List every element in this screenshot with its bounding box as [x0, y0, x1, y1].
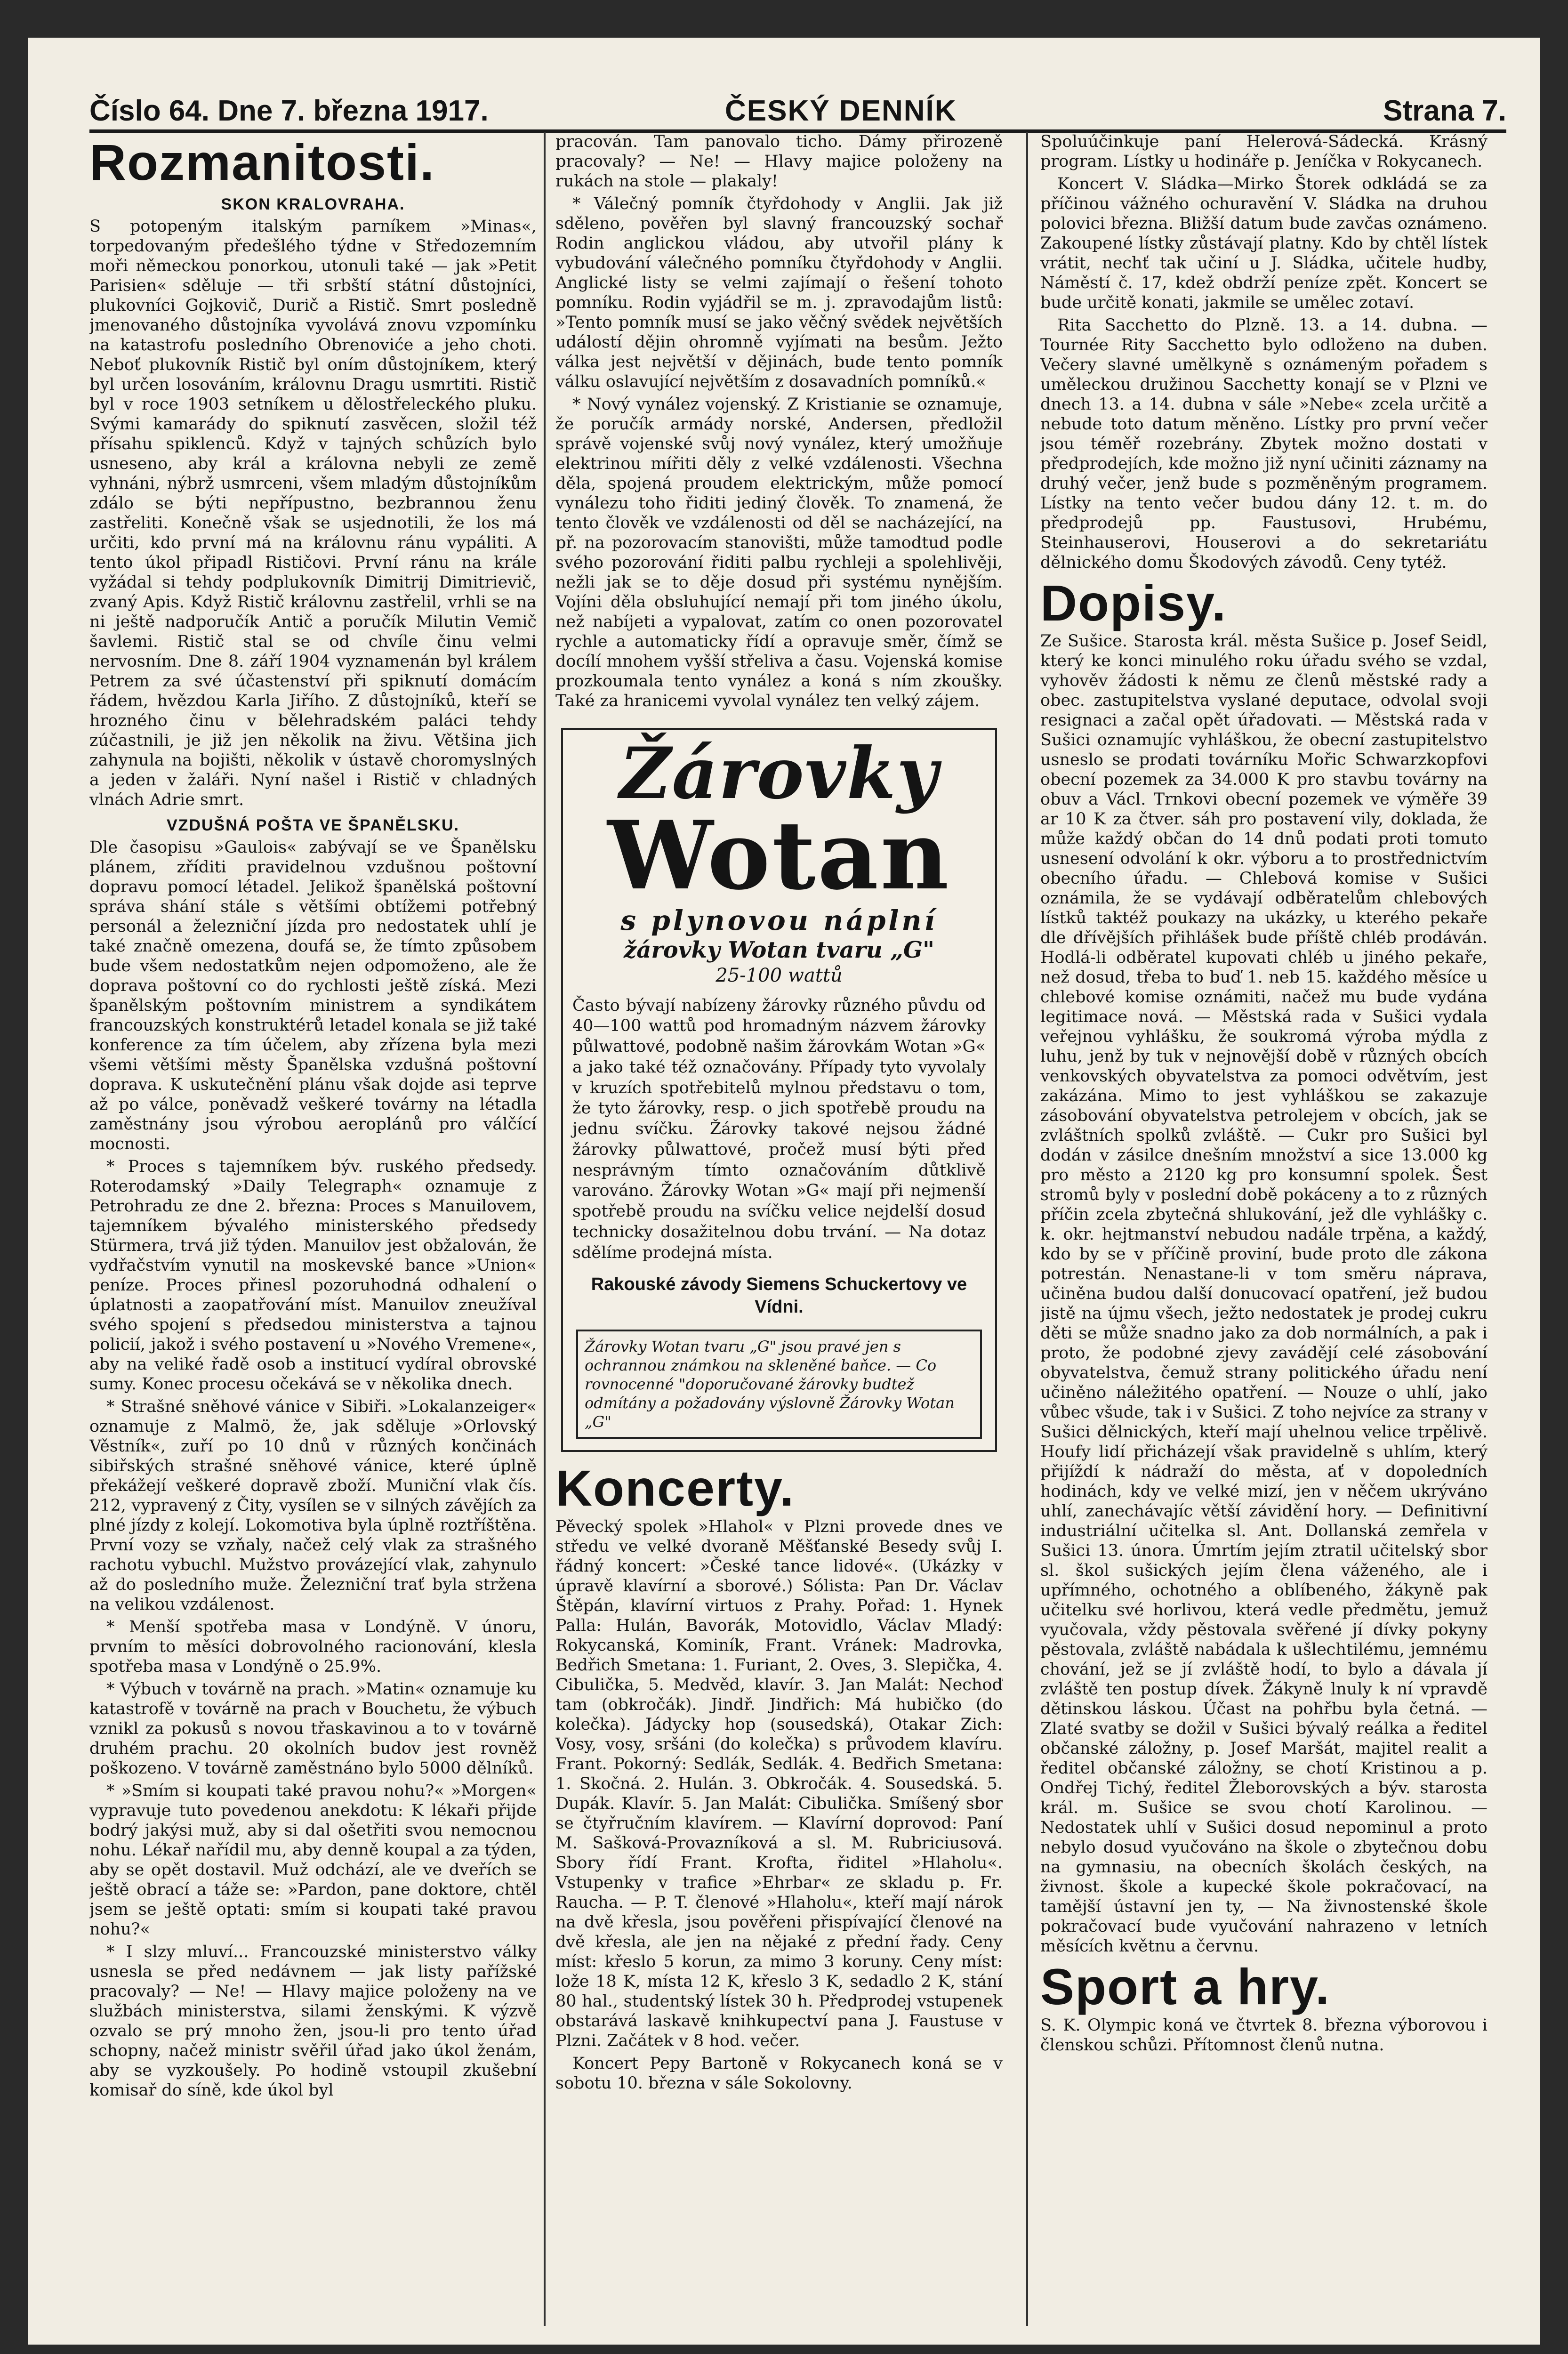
section-title-koncerty: Koncerty.: [555, 1459, 795, 1517]
ad-company: Rakouské závody Siemens Schuckertovy ve Vídni.: [591, 1274, 967, 1317]
section-title-rozmanitosti: Rozmanitosti.: [89, 134, 435, 191]
concert-item: Pěvecký spolek »Hlahol« v Plzni provede dnes ve středu ve velké dvoraně Měšťanské Besedy svůj I. řádný koncert: »České tance lidové«. (Ukázky v úpravě klavírní a sborové.) Sólista: Pan Dr. Václav Štěpán, klavírní virtuos z Prahy. Pořad: 1. Hynek Palla: Hulán, Bavorák, Motovidlo, Václav Mladý: Rokycanská, Kominík, Frant. Vránek: Madrovka, Bedřich Smetana: 1. Furiant, 2. Oves, 3. Slepička, 4. Cibulička, 5. Medvěd, klavír. 3. Jan Malát: Nechoď tam (obkročák). Jindř. Jindřich: Má hubičko (do kolečka). Jádycky hop (sousedská), Otakar Zich: Vosy, vosy, sršáni (do kolečka) s průvodem klavíru. Frant. Pokorný: Sedlák, Sedlák. 4. Bedřich Smetana: 1. Skočná. 2. Hulán. 3. Obkročák. 4. Sousedská. 5. Dupák. Klavír. 5. Jan Malát: Cibulička. Smíšený sbor se čtyřručním klavírem. — Klavírní doprovod: Paní M. Sašková-Provazníková a sl. M. Rubriciusová. Sbory řídí Frant. Krofta, řiditel »Hlaholu«. Vstupenky v trafice »Ehrbar« ze skladu p. Fr. Raucha. — P. T. členové »Hlaholu«, kteří mají nárok na dvě křesla, jsou pověřeni přispívající členové na dvě křesla, ale jen na nějaké z přední řady. Ceny míst: křeslo 5 korun, za mimo 3 koruny. Ceny míst: lože 18 K, místa 12 K, křeslo 3 K, sedadlo 2 K, stání 80 hal., studentský lístek 30 h. Předprodej vstupenek obstarává laskavě knihkupectví pana J. Faustuse v Plzni. Začátek v 8 hod. večer.: [555, 1517, 1003, 2050]
concert-item: Koncert Pepy Bartoně v Rokycanech koná se v sobotu 10. března v sále Sokolovny.: [555, 2054, 1003, 2093]
article-title: VZDUŠNÁ POŠTA VE ŠPANĚLSKU.: [167, 816, 459, 835]
section-title-dopisy: Dopisy.: [1040, 574, 1227, 631]
ad-tagline: s plynovou náplní: [620, 904, 938, 936]
news-item: pracován. Tam panovalo ticho. Dámy přirozeně pracovaly? — Ne! — Hlavy majice položeny na rukách na stole — plakaly!: [555, 132, 1003, 191]
column-middle: [555, 132, 1003, 2326]
sport-item: S. K. Olympic koná ve čtvrtek 8. března výborovou i členskou schůzi. Přítomnost členů nutna.: [1040, 2015, 1488, 2055]
article-title: SKON KRALOVRAHA.: [221, 195, 405, 214]
page-number: Strana 7.: [1383, 95, 1506, 127]
column-rule: [544, 132, 546, 2326]
article-text: Dle časopisu »Gaulois« zabývají se ve Španělsku plánem, zříditi pravidelnou vzdušnou poštovní dopravu pomocí létadel. Jelikož španělská poštovní správa shání stále s většími obtížemi potřebný personál a železniční jízda pro nedostatek uhlí je také značně omezena, doufá se, že tímto způsobem bude všem nedostatkům nejen odpomoženo, ale že doprava poštovní co do rychlosti ještě získá. Mezi španělským poštovním ministrem a syndikátem francouzských konstruktérů letadel konala se již také konference za tím účelem, aby zřízena byla mezi všemi většími městy Španělska vzdušná poštovní doprava. K uskutečnění plánu však dojde asi teprve až po válce, poněvadž veškeré továrny na létadla zaměstnány jsou výrobou aeroplánů pro válčící mocnosti.: [89, 838, 537, 1154]
column-right: [1040, 132, 1488, 2326]
news-item: * Výbuch v továrně na prach. »Matin« oznamuje ku katastrofě v továrně na prach v Bouchetu, že výbuch vznikl za pokusů s novou třaskavinou a to v továrně druhém prachu. 20 okolních budov jest rovněž poškozeno. V továrně zaměstnáno bylo 5000 dělníků.: [89, 1680, 537, 1778]
news-item: * Menší spotřeba masa v Londýně. V únoru, prvním to měsíci dobrovolného racionování, klesla spotřeba masa v Londýně o 25.9%.: [89, 1618, 537, 1677]
section-title-sport: Sport a hry.: [1040, 1958, 1331, 2015]
news-item: * Nový vynález vojenský. Z Kristianie se oznamuje, že poručík armády norské, Andersen, předložil správě vojenské svůj nový vynález, který umožňuje elektrinou mířiti děly z velké vzdálenosti. Všechna děla, spojená proudem elektrickým, může pomocí vynálezu toho řiditi jediný člověk. To znamená, že tento člověk ve vzdálenosti od děl se nacházející, na př. na pozorovacím stanovišti, může tamodtud podle svého pozorování řiditi palbu rychleji a spolehlivěji, nežli jak se to děje dosud při systému nynějším. Vojíni děla obsluhující nemají při tom jiného úkolu, než nabíjeti a vypalovat, zatím co onen pozorovatel rychle a automaticky řídí a opravuje směr, čímž se docílí mnohem vyšší střeliva a času. Vojenská komise prozkoumala tento vynález a koná s ním zkoušky. Také za hranicemi vyvolal vynález ten velký zájem.: [555, 395, 1003, 710]
advertisement-wotan: [561, 728, 997, 1452]
column-left: [89, 132, 537, 2326]
column-rule: [1026, 132, 1028, 2326]
masthead: [89, 92, 1506, 133]
news-item: * »Smím si koupati také pravou nohu?« »Morgen« vypravuje tuto povedenou anekdotu: K lékaři přijde bodrý jakýsi muž, aby si dal ošetřiti svou nemocnou nohu. Lékař nařídil mu, aby denně koupal a za týden, aby se opět dostavil. Muž odchází, ale ve dveřích se ještě obrací a táže se: »Pardon, pane doktore, chtěl jsem se ještě optati: smím si koupati také pravou nohu?«: [89, 1782, 537, 1939]
newspaper-page: [28, 38, 1540, 2345]
ad-wattage: 25-100 wattů: [716, 964, 843, 986]
letter-item: Ze Sušice. Starosta král. města Sušice p. Josef Seidl, který ke konci minulého roku úřadu svého se vzdal, vyhověv žádosti k němu ze členů městské rady a obec. zastupitelstva vyslané deputace, odvolal svoji resignaci a začal opět úřadovati. — Městská rada v Sušici oznamujíc vyhláškou, že obecní zastupitelstvo usneslo se prodati továrníku Mořic Schwarzkopfovi obecní pozemek za 34.000 K pro stavbu továrny na obuv a Václ. Trnkovi obecní pozemek ve výměře 39 ar 10 K za čtver. sáh pro postavení vily, doklada, že může každý občan do 14 dnů podati proti tomuto usnesení odvolání k okr. výboru a to prostřednictvím obecního úřadu. — Chlebová komise v Sušici oznámila, že se vydávají odběratelům chlebových lístků taktéž poukazy na ukázky, u kterého pekaře dle dřívějších přihlášek bude příště chléb prodáván. Hodlá-li odběratel kupovati chléb u jiného pekaře, než dosud, třeba to buď 1. neb 15. každého měsíce u chlebové komise oznámiti, načež mu bude vydána legitimace nová. — Městská rada v Sušici vydala veřejnou vyhlášku, že soukromá výroba mýdla z luhu, jenž by tuk v nejnovější době v různých obcích venkovských obyvatelstva za pomoci odvětvím, jest zakázána. Mimo to jest vyhláškou se zakazuje zásobování obyvatelstva petrolejem v obcích, jak se zvláštních spolků zvláště. — Cukr pro Sušici byl dodán v zásilce dnešním množství a sice 13.000 kg pro město a 2120 kg pro konsumní spolek. Šest stromů byly v poslední době pokáceny a to z různých příčin zcela zbytečná shlukování, jež dle vyhlášky c. k. okr. hejtmanství nebudou nadále trpěna, a každý, kdo by se v příčině proviní, bude proto dle zákona potrestán. Nenastane-li v tom směru náprava, učiněna budou další donucovací opatření, jež budou jistě na újmu všech, ježto nedostatek je prodej cukru děti se může snadno jako za dob normálních, a pak i proto, že podobné zjevy zavádějí celé zásobování obyvatelstva, čemuž strany politického úřadu není učiněno náležitého opatření. — Nouze o uhlí, jako vůbec všude, tak i v Sušici. Z toho nejvíce za strany v Sušici dělnických, kteří mají uhelnou velice trpělivě. Houfy lidí přicházejí však pravidelně s uhlím, který přijíždí k nádraží do města, ať v dopoledních hodinách, kdy ve velké mizí, jen v něčem ukrýváno uhlí, zanechávajíc větší závidění hory. — Definitivní industriální učitelka sl. Ant. Dollanská zemřela v Sušici 13. února. Úmrtím jejím ztratil učitelský sbor sl. škol sušických jejím člena váženého, ale i upřímného, ochotného a oblíbeného, žákyně pak učitelku své horlivou, která vedle předmětu, jemuž vyučovala, vždy pěstovala svěřené jí dívky pokyny pěstovala, zvláště nabádala k ušlechtilému, jemnému chování, jež se jí zvláště hodí, to bylo a dávala jí zvláště ten postup dívek. Žákyně lnuly k ní vpravdě dětinskou láskou. Účast na pohřbu byla četná. — Zlaté svatby se dožil v Sušici bývalý reálka a ředitel občanské záložny, p. Josef Maršát, majitel realit a ředitel občanské záložny, se chotí Kristinou a p. Ondřej Tichý, ředitel Žleborovských a býv. starosta král. m. Sušice se svou chotí Karolinou. — Nedostatek uhlí v Sušici dosud nepominul a proto nebylo dosud vyučováno na škole o zbytečnou dobu na gymnasiu, na obecních školách českých, na živnost. škole a kupecké škole pokračovací, na tamější ústavní jen ty, — Na živnostenské škole pokračovací bude vyučování nahrazeno v letních měsících květnu a červnu.: [1040, 632, 1488, 1956]
concert-item: Rita Sacchetto do Plzně. 13. a 14. dubna. — Tournée Rity Sacchetto bylo odloženo na duben. Večery slavné umělkyně s oznámeným pořadem s uměleckou družinou Sacchetty konají se v Plzni ve dnech 13. a 14. dubna v sále »Nebe« zcela určitě a nebude toto datum měněno. Lístky pro první večer jsou téměř rozebrány. Zbytek možno dostati v předprodejích, kde možno již nyní učiniti záznamy na druhý večer, jenž bude s pozměněným programem. Lístky na tento večer budou dány 12. t. m. do předprodejů pp. Faustusovi, Hrubému, Steinhauserovi, Houserovi a do sekretariátu dělnického domu Škodových závodů. Ceny tytéž.: [1040, 316, 1488, 572]
concert-item: Koncert V. Sládka—Mirko Štorek odkládá se za příčinou vážného ochuravění V. Sládka na druhou polovici března. Bližší datum bude zavčas oznámeno. Zakoupené lístky zůstávají platny. Kdo by chtěl lístek vrátit, nechť tak učiní u J. Sládka, učitele hudby, Náměstí č. 17, kdež obdrží peníze zpět. Koncert se bude určitě konati, jakmile se umělec zotaví.: [1040, 175, 1488, 312]
newspaper-title: ČESKÝ DENNÍK: [725, 95, 957, 127]
news-item: * Strašné sněhové vánice v Sibiři. »Lokalanzeiger« oznamuje z Malmö, že, jak sděluje »Orlovský Věstník«, zuří po 10 dnů v různých končinách sibiřských strašné sněhové vánice, které úplně překážejí veškeré dopravě zboží. Muniční vlak čís. 212, vypravený z Čity, vysílen se v silných závějích za plné jízdy z kolejí. Lokomotiva byla úplně roztříštěna. První vozy se vzňaly, načež celý vlak za strašného rachotu vybuchl. Mužstvo provázející vlak, zahynulo až do posledního muže. Železniční trať byla stržena na velikou vzdálenost.: [89, 1397, 537, 1614]
news-item: * Válečný pomník čtyřdohody v Anglii. Jak již sděleno, pověřen byl slavný francouzský sochař Rodin anglickou vládou, aby utvořil plány k vybudování válečného pomníku čtyřdohody v Anglii. Anglické listy se velmi zajímají o řešení tohoto pomníku. Rodin vyjádřil se m. j. zpravodajům listů: »Tento pomník musí se jako věčný svědek největších událostí dějin ohromně vyjímati na besům. Ježto válka jest největší v dějinách, bude tento pomník válku oslavující největším z dosavadních pomníků.«: [555, 194, 1003, 391]
ad-notice-box: Žárovky Wotan tvaru „G" jsou pravé jen s ochrannou známkou na skleněné baňce. — Co rovnocenné "doporučované žárovky budtež odmítány a požadovány výslovně Žárovky Wotan „G": [576, 1330, 982, 1439]
article-text: S potopeným italským parníkem »Minas«, torpedovaným předešlého týdne v Středozemním moři německou ponorkou, utonuli také — jak »Petit Parisien« sděluje — tři srbští státní důstojníci, plukovníci Gojkovič, Durič a Ristič. Smrt posledně jmenovaného důstojníka vyvolává znovu vzpomínku na katastrofu posledního Obrenoviće a jeho choti. Neboť plukovník Ristič byl oním důstojníkem, který byl určen losováním, královnu Dragu usmrtiti. Ristič byl v roce 1903 setníkem u dělostřeleckého pluku. Svými kamarády do spiknutí zasvěcen, složil též přísahu spiklenců. Když v tajných schůzích bylo usneseno, aby král a královna nebyli ze země vyhnáni, nýbrž usmrceni, všem mladým důstojníkům zdálo se býti nepřípustno, bezbrannou ženu zastřeliti. Konečně však se usjednotili, že los má určiti, kdo první má na královnu ránu vypáliti. A tento úkol připadl Rističovi. První ránu na krále vyžádal si tehdy podplukovník Dimitrij Dimitrievič, zvaný Apis. Když Ristič královnu zastřelil, vrhli se na ni ještě nadporučík Antič a poručík Milutin Vemič šavlemi. Ristič stal se od chvíle činu velmi nervosním. Dne 8. září 1904 vyznamenán byl králem Petrem za své účastenství při spiknutí domácím řádem, hvězdou Karla Jiřího. Z důstojníků, kteří se hrozného činu v bělehradském paláci tehdy zúčastnili, je již jen několik na živu. Většina jich zahynula na bojišti, několik v ústavě choromyslných a jeden v žaláři. Nyní našel i Ristič v chladných vlnách Adrie smrt.: [89, 217, 537, 810]
concert-item: Spoluúčinkuje paní Helerová-Sádecká. Krásný program. Lístky u hodináře p. Jeníčka v Rokycanech.: [1040, 132, 1488, 171]
ad-tagline-2: žárovky Wotan tvaru „G": [624, 936, 934, 963]
issue-line: Číslo 64. Dne 7. března 1917.: [89, 95, 489, 127]
news-item: * Proces s tajemníkem býv. ruského předsedy. Roterodamský »Daily Telegraph« oznamuje z Petrohradu ze dne 2. března: Proces s Manuilovem, tajemníkem bývalého ministerského předsedy Stürmera, trvá již týden. Manuilov jest obžalován, že vydřačstvím vynutil na moskevské bance »Union« peníze. Proces přinesl pozoruhodná odhalení o úplatnosti a zaopatřování míst. Manuilov zneužíval svého spojení s předsedou ministerstva a tajnou policií, jakož i svého postavení u »Nového Vremene«, aby na veliké řadě osob a institucí vydíral obrovské sumy. Konec procesu očekává se v několika dnech.: [89, 1157, 537, 1394]
ad-brand-line-1: Žárovky: [619, 732, 939, 815]
ad-brand-line-2: Wotan: [607, 800, 951, 911]
ad-body: Často bývají nabízeny žárovky různého půvdu od 40—100 wattů pod hromadným názvem žárovky půlwattové, podobně našim žárovkám Wotan »G« a jako také též označovány. Případy tyto vyvolaly v kruzích spotřebitelů mylnou představu o tom, že tyto žárovky, resp. o jich spotřebě proudu na jednu svíčku. Žárovky takové nejsou žádné žárovky půlwattové, pročež musí býti před nesprávným tímto označováním důtklivě varováno. Žárovky Wotan »G« mají při nejmenší spotřebě proudu na svíčku velice nejdelší dosud technicky dosažitelnou dobu trvání. — Na dotaz sdělíme prodejná místa.: [572, 996, 986, 1262]
news-item: * I slzy mluví... Francouzské ministerstvo války usnesla se před nedávnem — jak listy pařížské pracovaly? — Ne! — Hlavy majice položeny na ve službách ministerstva, silami ženskými. K výzvě ozvalo se prý mnoho žen, jsou-li pro tento úřad schopny, načež ministr svěřil úřad jako úkol ženám, aby se vyzkoušely. Po hodině vstoupil zkušební komisař do síně, kde úkol byl: [89, 1943, 537, 2100]
